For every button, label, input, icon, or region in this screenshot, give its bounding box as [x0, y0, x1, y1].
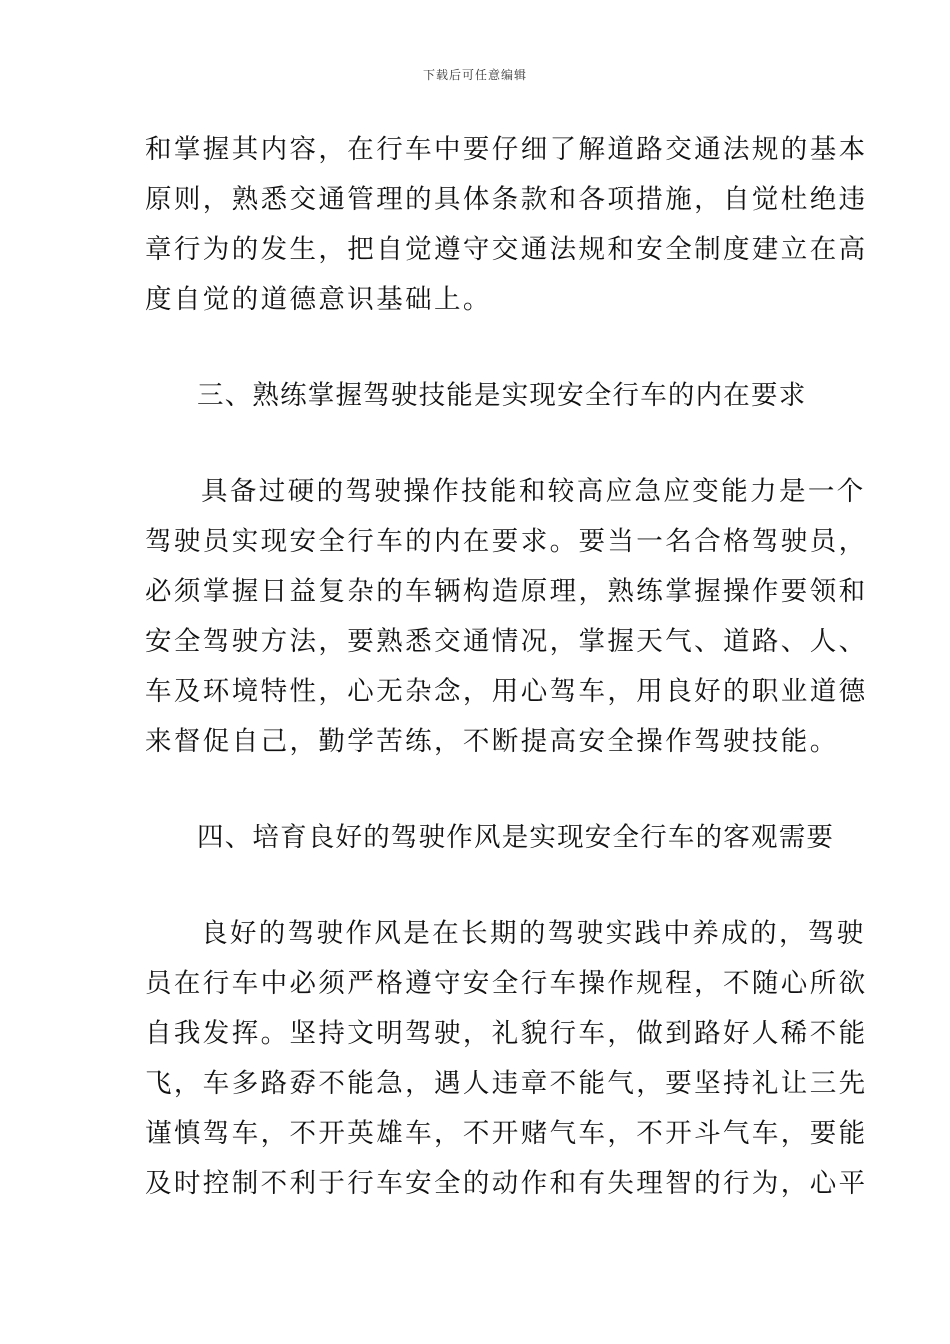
paragraph-line: 良好的驾驶作风是在长期的驾驶实践中养成的，驾驶	[201, 918, 866, 949]
paragraph-line: 具备过硬的驾驶操作技能和较高应急应变能力是一个	[201, 476, 866, 507]
section-3-paragraph	[145, 467, 868, 767]
paragraph-gap	[145, 421, 810, 467]
paragraph-line: 驾驶员实现安全行车的内在要求。要当一名合格驾驶员，	[145, 526, 868, 557]
paragraph-line: 原则，熟悉交通管理的具体条款和各项措施，自觉杜绝违	[145, 184, 868, 215]
paragraph-line: 安全驾驶方法，要熟悉交通情况，掌握天气、道路、人、	[145, 626, 868, 657]
paragraph-line: 必须掌握日益复杂的车辆构造原理，熟练掌握操作要领和	[145, 576, 868, 607]
paragraph-gap	[145, 325, 810, 371]
paragraph-continued	[145, 125, 868, 325]
paragraph-line: 员在行车中必须严格遵守安全行车操作规程，不随心所欲	[145, 968, 868, 999]
section-heading-3: 三、熟练掌握驾驶技能是实现安全行车的内在要求	[197, 380, 807, 411]
paragraph-line: 及时控制不利于行车安全的动作和有失理智的行为，心平	[145, 1168, 868, 1199]
section-heading-4: 四、培育良好的驾驶作风是实现安全行车的客观需要	[197, 822, 835, 853]
paragraph-line: 飞，车多路孬不能急，遇人违章不能气，要坚持礼让三先	[145, 1068, 868, 1099]
paragraph-line: 车及环境特性，心无杂念，用心驾车，用良好的职业道德	[145, 676, 868, 707]
header-note: 下载后可任意编辑	[422, 68, 527, 82]
section-4-paragraph	[145, 909, 868, 1209]
document-body	[145, 125, 868, 1209]
paragraph-gap	[145, 863, 810, 909]
paragraph-line: 度自觉的道德意识基础上。	[145, 284, 492, 315]
paragraph-gap	[145, 767, 810, 813]
paragraph-line: 来督促自己，勤学苦练，不断提高安全操作驾驶技能。	[145, 726, 839, 757]
paragraph-line: 和掌握其内容，在行车中要仔细了解道路交通法规的基本	[145, 134, 868, 165]
paragraph-line: 谨慎驾车，不开英雄车，不开赌气车，不开斗气车，要能	[145, 1118, 868, 1149]
paragraph-line: 自我发挥。坚持文明驾驶，礼貌行车，做到路好人稀不能	[145, 1018, 868, 1049]
paragraph-line: 章行为的发生，把自觉遵守交通法规和安全制度建立在高	[145, 234, 868, 265]
